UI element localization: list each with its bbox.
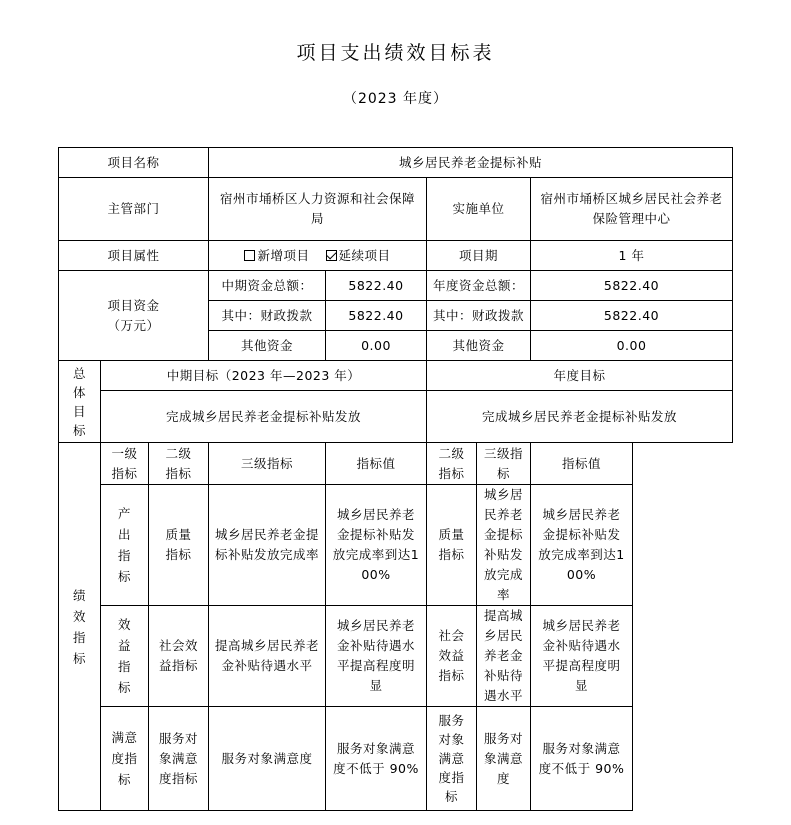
period-label: 项目期 (427, 241, 531, 271)
row-overall-text (59, 391, 733, 443)
mid-fiscal-value: 5822.40 (326, 301, 427, 331)
indicator-row (59, 707, 733, 811)
attr-cont-option[interactable] (326, 248, 391, 263)
mid-other-label: 其他资金 (209, 331, 326, 361)
year-other-value: 0.00 (531, 331, 733, 361)
mid-other-value: 0.00 (326, 331, 427, 361)
hdr-level3: 三级指标 (209, 443, 326, 485)
ind-value: 城乡居民养老金提标补贴发放完成率到达100% (326, 485, 427, 606)
ind-l3: 城乡居民养老金提标补贴发放完成率 (209, 485, 326, 606)
ind-l3: 服务对象满意度 (209, 707, 326, 811)
indicators-label: 绩效指标 (59, 443, 101, 811)
year-total-label: 年度资金总额： (427, 271, 531, 301)
overall-goal-label: 总体目标 (59, 361, 101, 443)
project-name-value: 城乡居民养老金提标补贴 (209, 148, 733, 178)
dept-label: 主管部门 (59, 178, 209, 241)
row-department (59, 178, 733, 241)
hdr-value: 指标值 (326, 443, 427, 485)
hdr-year-level3: 三级指标 (477, 443, 531, 485)
row-project-name (59, 148, 733, 178)
ind-value: 服务对象满意度不低于 90% (326, 707, 427, 811)
indicator-row (59, 606, 733, 707)
mid-goal-header: 中期目标（2023 年—2023 年） (101, 361, 427, 391)
mid-goal-text: 完成城乡居民养老金提标补贴发放 (101, 391, 427, 443)
attr-label: 项目属性 (59, 241, 209, 271)
hdr-level2: 二级指标 (149, 443, 209, 485)
ind-year-l3: 服务对象满意度 (477, 707, 531, 811)
hdr-year-level2: 二级指标 (427, 443, 477, 485)
checkbox-checked-icon[interactable] (326, 250, 337, 261)
year-goal-text: 完成城乡居民养老金提标补贴发放 (427, 391, 733, 443)
impl-value: 宿州市埇桥区城乡居民社会养老保险管理中心 (531, 178, 733, 241)
ind-year-l3: 城乡居民养老金提标补贴发放完成率 (477, 485, 531, 606)
row-overall-header (59, 361, 733, 391)
ind-year-l2: 质量指标 (427, 485, 477, 606)
funds-label-line1: 项目资金 (107, 297, 160, 313)
checkbox-icon[interactable] (244, 250, 255, 261)
year-fiscal-value: 5822.40 (531, 301, 733, 331)
ind-l1: 效益指标 (101, 606, 149, 707)
ind-year-l2: 服务对象满意度指标 (427, 707, 477, 811)
attr-options (209, 241, 427, 271)
project-name-label: 项目名称 (59, 148, 209, 178)
mid-total-value: 5822.40 (326, 271, 427, 301)
funds-label-line2: （万元） (107, 317, 160, 333)
ind-l2: 社会效益指标 (149, 606, 209, 707)
row-attribute (59, 241, 733, 271)
attr-cont-label: 延续项目 (338, 247, 391, 263)
funds-label (59, 271, 209, 361)
ind-value: 城乡居民养老金补贴待遇水平提高程度明显 (326, 606, 427, 707)
fiscal-year: （2023 年度） (342, 91, 449, 107)
ind-l2: 服务对象满意度指标 (149, 707, 209, 811)
period-value: 1 年 (531, 241, 733, 271)
year-other-label: 其他资金 (427, 331, 531, 361)
page-title: 项目支出绩效目标表 (296, 42, 495, 64)
ind-year-l3: 提高城乡居民养老金补贴待遇水平 (477, 606, 531, 707)
attr-new-option[interactable] (244, 248, 309, 263)
ind-l3: 提高城乡居民养老金补贴待遇水平 (209, 606, 326, 707)
attr-new-label: 新增项目 (257, 247, 310, 263)
mid-total-label: 中期资金总额： (209, 271, 326, 301)
row-indicator-headers (59, 443, 733, 485)
year-total-value: 5822.40 (531, 271, 733, 301)
ind-year-value: 城乡居民养老金补贴待遇水平提高程度明显 (531, 606, 633, 707)
hdr-year-value: 指标值 (531, 443, 633, 485)
indicator-row (59, 485, 733, 606)
ind-l1: 产出指标 (101, 485, 149, 606)
ind-l2: 质量指标 (149, 485, 209, 606)
year-fiscal-label: 其中：财政拨款 (427, 301, 531, 331)
impl-label: 实施单位 (427, 178, 531, 241)
row-funds-total (59, 271, 733, 301)
year-goal-header: 年度目标 (427, 361, 733, 391)
dept-value: 宿州市埇桥区人力资源和社会保障局 (209, 178, 427, 241)
ind-year-l2: 社会效益指标 (427, 606, 477, 707)
performance-goal-table (58, 147, 733, 811)
ind-year-value: 服务对象满意度不低于 90% (531, 707, 633, 811)
mid-fiscal-label: 其中：财政拨款 (209, 301, 326, 331)
ind-l1: 满意度指标 (101, 707, 149, 811)
hdr-level1: 一级指标 (101, 443, 149, 485)
ind-year-value: 城乡居民养老金提标补贴发放完成率到达100% (531, 485, 633, 606)
